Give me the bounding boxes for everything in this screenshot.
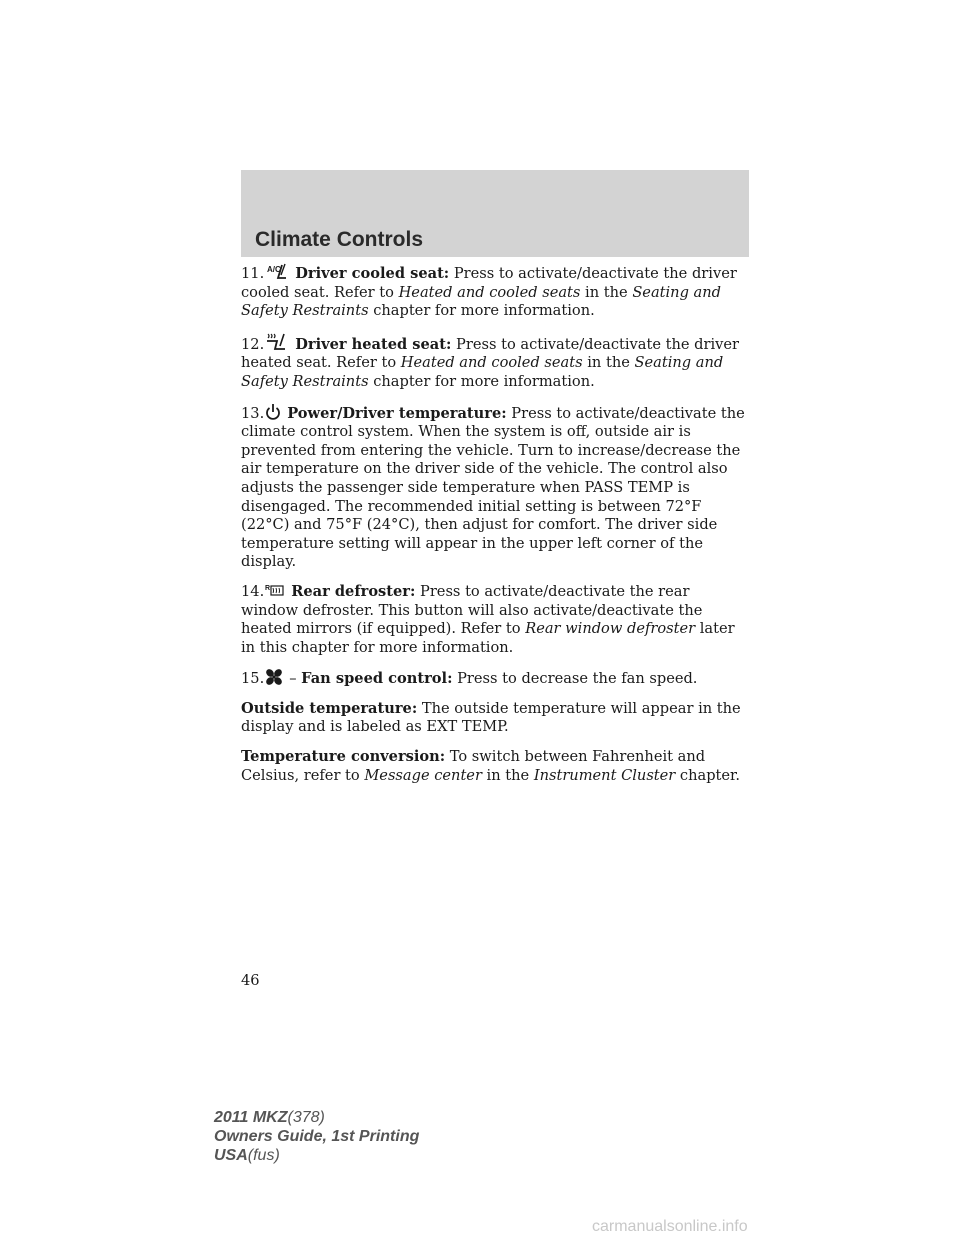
footer-print-info	[214, 1108, 419, 1165]
section-header	[241, 170, 749, 257]
footer-line-model: 2011 MKZ(378)	[214, 1109, 325, 1126]
outside-temperature-paragraph: Outside temperature: The outside temperature will appear in the display and is labeled as EXT TEMP.	[241, 699, 741, 736]
body-content	[241, 263, 751, 796]
item-number: 15.	[241, 670, 265, 688]
power-icon	[265, 403, 281, 421]
item-label: Rear defroster:	[291, 582, 416, 600]
ac-cooled-seat-icon	[265, 263, 289, 281]
footer-line-region: USA(fus)	[214, 1147, 280, 1164]
watermark: carmanualsonline.info	[592, 1218, 748, 1235]
item-driver-cooled-seat: 11. A/C Driver cooled seat: Press to activate/deactivate the driver cooled seat. Refer to Heated and cooled seats in the Seating and Safety Restraints chapter for more information.	[241, 265, 737, 320]
heated-seat-icon	[265, 332, 289, 352]
svg-text:R: R	[265, 584, 271, 592]
temperature-conversion-label: Temperature conversion:	[241, 748, 446, 766]
item-fan-speed-control: 15. – Fan speed control: Press to decrease the fan speed.	[241, 668, 751, 689]
page-number: 46	[241, 972, 260, 989]
rear-defroster-icon	[265, 583, 285, 599]
item-label: Power/Driver temperature:	[287, 404, 507, 422]
footer-line-printing: Owners Guide, 1st Printing	[214, 1128, 420, 1145]
item-driver-heated-seat: 12. Driver heated seat: Press to activate/deactivate the driver heated seat. Refer to Heated and cooled seats in the Seating and Safety Restraints chapter for more information.	[241, 332, 751, 392]
item-rear-defroster: 14. R Rear defroster: Press to activate/deactivate the rear window defroster. This button will also activate/deactivate the heated mirrors (if equipped). Refer to Rear window defroster later in this chapter for more information.	[241, 582, 735, 656]
item-power-driver-temperature: 13. Power/Driver temperature: Press to activate/deactivate the climate control system. When the system is off, outside air is prevented from entering the vehicle. Turn to increase/decrease the air temperature on the driver side of the vehicle. The control also adjusts the passenger side temperature when PASS TEMP is disengaged. The recommended initial setting is between 72°F (22°C) and 75°F (24°C), then adjust for comfort. The driver side temperature setting will appear in the upper left corner of the display.	[241, 404, 745, 571]
temperature-conversion-paragraph: Temperature conversion: To switch between Fahrenheit and Celsius, refer to Message center in the Instrument Cluster chapter.	[241, 748, 741, 784]
outside-temperature-label: Outside temperature:	[241, 699, 418, 717]
section-title: Climate Controls	[255, 228, 424, 251]
fan-icon	[265, 668, 283, 686]
item-number: 13.	[241, 404, 265, 422]
item-label: Driver cooled seat:	[295, 265, 450, 282]
item-number: 14.	[241, 582, 265, 600]
item-number: 12.	[241, 335, 265, 353]
item-number: 11.	[241, 265, 265, 282]
item-label: Fan speed control:	[301, 670, 453, 688]
item-label: Driver heated seat:	[295, 335, 452, 353]
svg-text:A/C: A/C	[267, 265, 281, 274]
